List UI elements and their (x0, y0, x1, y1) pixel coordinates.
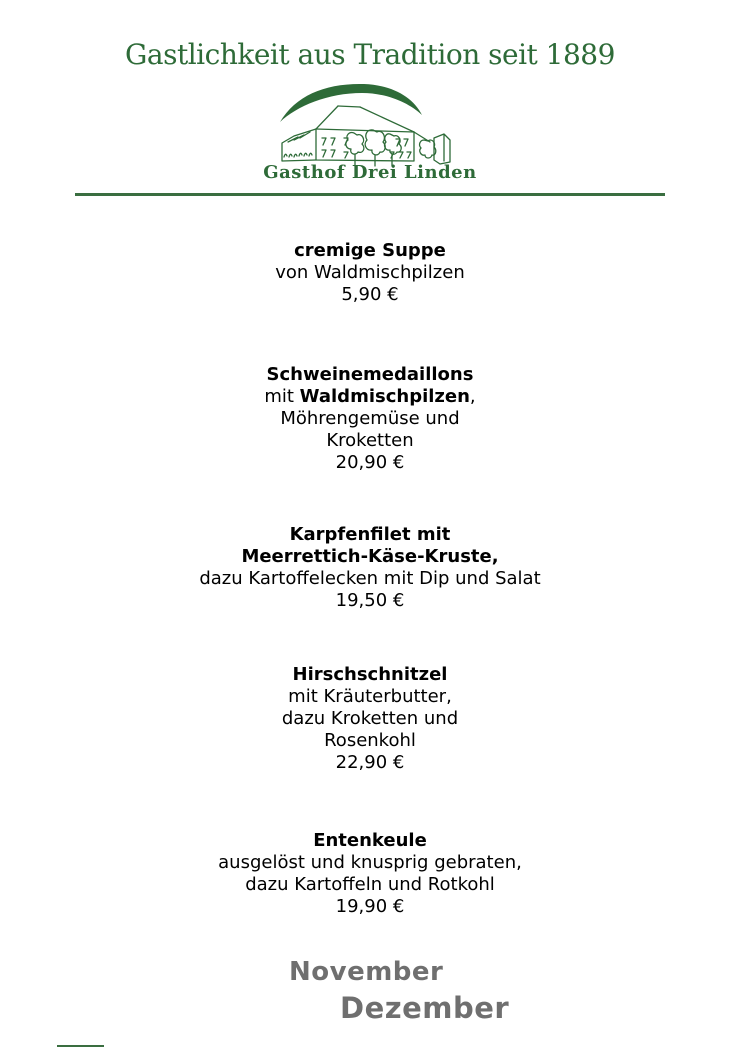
menu-text-bold: cremige Suppe (294, 240, 446, 261)
menu-line (0, 546, 740, 568)
menu-line (0, 524, 740, 546)
menu-text: 19,90 € (335, 896, 405, 917)
menu-text: ausgelöst und knusprig gebraten, (218, 852, 522, 873)
menu-text-bold: Entenkeule (313, 830, 427, 851)
menu-text: , (469, 386, 476, 407)
menu-line (0, 664, 740, 686)
menu-line (0, 284, 740, 306)
menu-text-bold: Hirschschnitzel (292, 664, 448, 685)
menu-item (0, 240, 740, 306)
menu-text: von Waldmischpilzen (275, 262, 465, 283)
menu-line (0, 386, 740, 408)
menu-line (0, 852, 740, 874)
menu-line (0, 874, 740, 896)
menu-text: dazu Kartoffeln und Rotkohl (245, 874, 495, 895)
menu-text: 5,90 € (341, 284, 399, 305)
menu-text: 20,90 € (335, 452, 405, 473)
menu-text: 22,90 € (335, 752, 405, 773)
logo-caption: Gasthof Drei Linden (263, 162, 477, 183)
building-illustration (282, 106, 450, 166)
month-dezember: Dezember (340, 991, 510, 1025)
menu-line (0, 240, 740, 262)
menu-line (0, 408, 740, 430)
menu-line (0, 262, 740, 284)
menu-line (0, 430, 740, 452)
menu-text: Möhrengemüse und (280, 408, 460, 429)
menu-text: Kroketten (326, 430, 414, 451)
menu-line (0, 364, 740, 386)
month-november: November (289, 957, 444, 987)
menu-text-bold: Schweinemedaillons (266, 364, 474, 385)
menu-line (0, 896, 740, 918)
menu-text-bold: Waldmischpilzen (299, 386, 470, 407)
menu-line (0, 452, 740, 474)
menu-text: Rosenkohl (324, 730, 416, 751)
menu-line (0, 752, 740, 774)
menu-text: mit Kräuterbutter, (288, 686, 452, 707)
menu-line (0, 686, 740, 708)
menu-item (0, 364, 740, 474)
menu-text: mit (264, 386, 300, 407)
menu-text-bold: Meerrettich-Käse-Kruste, (241, 546, 499, 567)
menu-text: dazu Kroketten und (281, 708, 459, 729)
menu-text: 19,50 € (335, 590, 405, 611)
menu-line (0, 708, 740, 730)
menu-item (0, 664, 740, 774)
drei-linden-logo-icon (278, 82, 462, 170)
menu-line (0, 730, 740, 752)
menu-item (0, 830, 740, 918)
menu-text-bold: Karpfenfilet mit (289, 524, 451, 545)
menu-line (0, 830, 740, 852)
header-divider (75, 193, 665, 196)
header-tagline: Gastlichkeit aus Tradition seit 1889 (125, 38, 615, 71)
menu-item (0, 524, 740, 612)
menu-line (0, 590, 740, 612)
logo-swoosh-shape (280, 84, 422, 122)
menu-line (0, 568, 740, 590)
menu-text: dazu Kartoffelecken mit Dip und Salat (199, 568, 541, 589)
